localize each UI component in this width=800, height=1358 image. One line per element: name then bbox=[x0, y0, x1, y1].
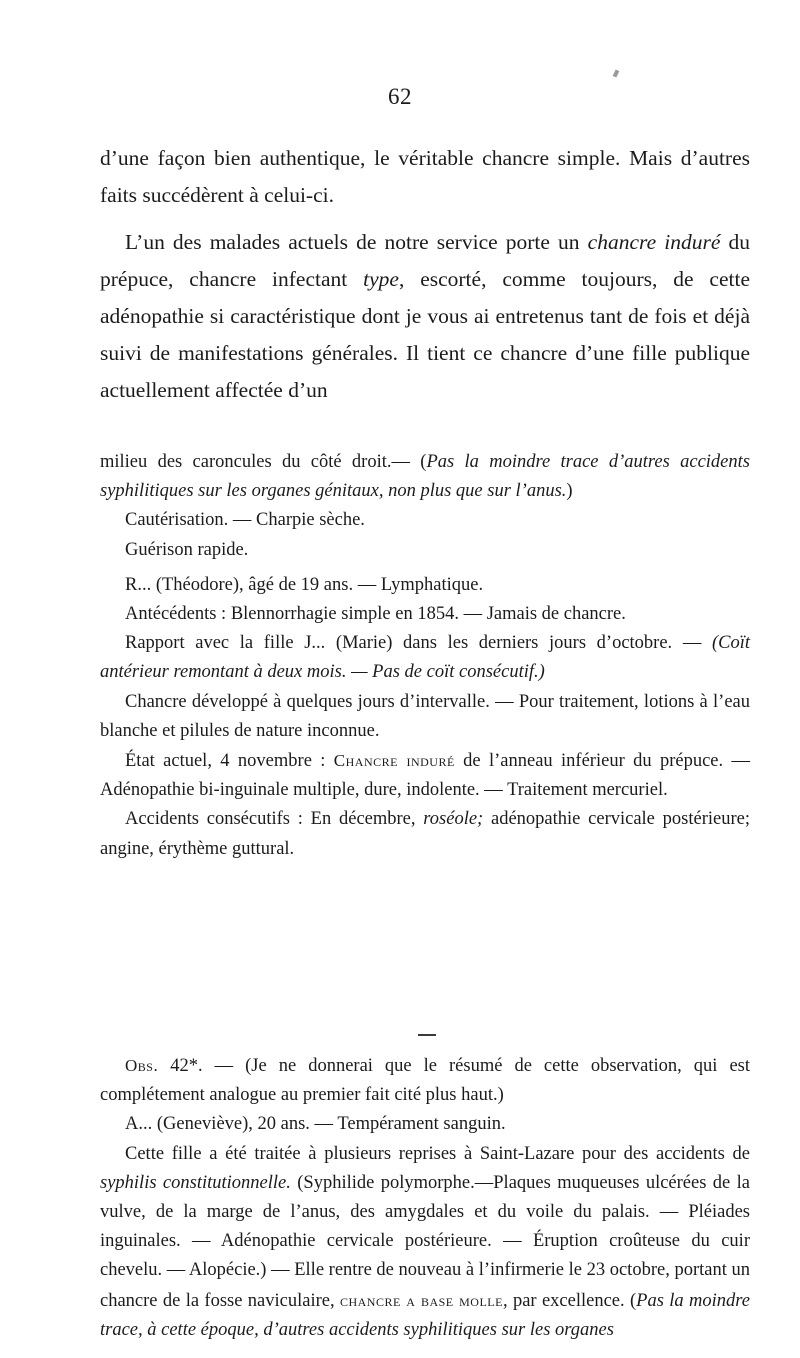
text: Antécédents : Blennorrhagie simple en 1854. — Jamais de chancre. bbox=[125, 604, 626, 625]
paragraph bbox=[100, 600, 750, 629]
text-section-2 bbox=[100, 448, 750, 864]
small-caps-text: Obs. bbox=[125, 1056, 159, 1075]
paragraph bbox=[100, 805, 750, 863]
text: d’une façon bien authentique, le véritable chancre simple. Mais d’autres faits succédèrent à celui-ci. bbox=[100, 146, 750, 207]
text-section-1 bbox=[100, 140, 750, 409]
text: 42*. — (Je ne donnerai que le résumé de cette observation, qui est complétement analogue au premier fait cité plus haut.) bbox=[100, 1056, 750, 1106]
text: Rapport avec la fille J... (Marie) dans les derniers jours d’octobre. — bbox=[125, 633, 712, 654]
italic-text: roséole; bbox=[423, 809, 484, 830]
text: , par excellence. ( bbox=[502, 1290, 637, 1311]
paragraph bbox=[100, 1110, 750, 1139]
text: Cette fille a été traitée à plusieurs reprises à Saint-Lazare pour des accidents de bbox=[125, 1143, 750, 1164]
small-caps-text: Chancre induré bbox=[333, 751, 455, 771]
text: État actuel, 4 novembre : bbox=[125, 751, 334, 772]
section-divider bbox=[418, 1034, 436, 1036]
text: de l’anneau inférieur du prépuce. — Adénopathie bi-inguinale multiple, dure, indolente. — Traitement mercuriel. bbox=[100, 751, 750, 801]
ink-mark bbox=[613, 69, 620, 77]
italic-text: chancre induré bbox=[587, 230, 721, 254]
paragraph bbox=[100, 448, 750, 506]
text: adénopathie cervicale postérieure; angine, érythème guttural. bbox=[100, 809, 750, 859]
text: A... (Geneviève), 20 ans. — Tempérament sanguin. bbox=[125, 1114, 506, 1135]
paragraph bbox=[100, 224, 750, 409]
text: Chancre développé à quelques jours d’intervalle. — Pour traitement, lotions à l’eau blanche et pilules de nature inconnue. bbox=[100, 691, 750, 741]
italic-text: Pas la moindre trace d’autres accidents syphilitiques sur les organes génitaux, non plus que sur l’anus. bbox=[100, 452, 750, 502]
paragraph bbox=[100, 506, 750, 535]
text: milieu des caroncules du côté droit.— ( bbox=[100, 452, 427, 472]
text: Cautérisation. — Charpie sèche. bbox=[125, 510, 365, 531]
italic-text: Pas la moindre trace, à cette époque, d’autres accidents syphilitiques sur les organes bbox=[100, 1290, 750, 1340]
page-number: 62 bbox=[388, 84, 412, 109]
text: Accidents consécutifs : En décembre, bbox=[125, 809, 424, 830]
paragraph bbox=[100, 536, 750, 565]
paragraph bbox=[100, 629, 750, 687]
small-caps-text: chancre a base molle bbox=[339, 1290, 503, 1310]
italic-text: (Coït antérieur remontant à deux mois. — Pas de coït consécutif.) bbox=[100, 633, 750, 683]
paragraph bbox=[100, 688, 750, 746]
italic-text: syphilis constitutionnelle. bbox=[100, 1172, 291, 1193]
paragraph bbox=[100, 1140, 750, 1345]
text: ) bbox=[566, 481, 573, 502]
paragraph bbox=[100, 140, 750, 214]
text: Guérison rapide. bbox=[125, 539, 249, 560]
text: , escorté, comme toujours, de cette adénopathie si caractéristique dont je vous ai entretenus tant de fois et déjà suivi de manifestations générales. Il tient ce chancre d’une fille publique actuellement affectée d’un bbox=[100, 267, 750, 402]
paragraph bbox=[100, 746, 750, 805]
text: (Syphilide polymorphe.—Plaques muqueuses ulcérées de la vulve, de la marge de l’anus, des amygdales et du voile du palais. — Pléiades inguinales. — Adénopathie cervicale postérieure. — Éruption croûteuse du cuir chevelu. — Alopécie.) — Elle rentre de nouveau à l’infirmerie le 23 octobre, portant un chancre de la fosse naviculaire, bbox=[100, 1172, 751, 1311]
text: L’un des malades actuels de notre service porte un bbox=[125, 230, 588, 254]
text: R... (Théodore), âgé de 19 ans. — Lymphatique. bbox=[125, 574, 484, 595]
italic-text: type bbox=[363, 267, 399, 291]
text: du prépuce, chancre infectant bbox=[100, 230, 750, 291]
paragraph bbox=[100, 1051, 750, 1110]
text-section-3 bbox=[100, 1051, 750, 1345]
paragraph bbox=[100, 571, 750, 600]
